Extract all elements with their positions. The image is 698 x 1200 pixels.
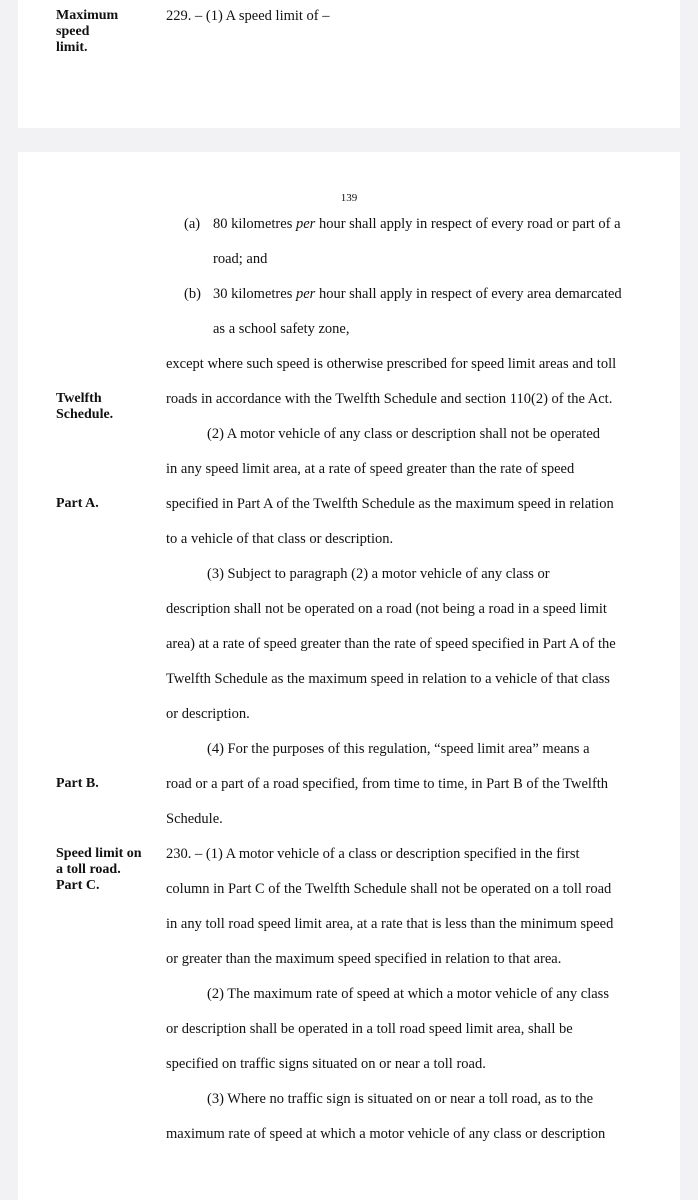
body-line: except where such speed is otherwise prescribed for speed limit areas and toll (166, 356, 617, 372)
body-line: to a vehicle of that class or description. (166, 531, 394, 547)
marginal-note-maximum-speed-limit (56, 8, 160, 56)
item-a-text-part: 80 kilometres (213, 216, 296, 232)
body-line: area) at a rate of speed greater than the rate of speed specified in Part A of the (166, 636, 616, 652)
body-line: in any toll road speed limit area, at a rate that is less than the minimum speed (166, 916, 614, 932)
body-line: road or a part of a road specified, from time to time, in Part B of the Twelfth (166, 776, 609, 792)
marginal-note-line: a toll road. (56, 862, 121, 877)
body-line: description shall not be operated on a road (not being a road in a speed limit (166, 601, 607, 617)
body-line: specified in Part A of the Twelfth Schedule as the maximum speed in relation (166, 496, 614, 512)
item-b-text-part: 30 kilometres (213, 286, 296, 302)
body-line: or description. (166, 706, 250, 722)
item-a-text (213, 215, 621, 233)
marginal-note-line: Speed limit on (56, 846, 142, 861)
item-b-italic: per (295, 286, 316, 302)
body-line: or greater than the maximum speed specified in relation to that area. (166, 951, 562, 967)
body-line: or description shall be operated in a toll road speed limit area, shall be (166, 1021, 573, 1037)
paragraph-230-2-first-line: (2) The maximum rate of speed at which a motor vehicle of any class (207, 986, 609, 1002)
item-a-text-part: hour shall apply in respect of every road or part of a (315, 216, 621, 232)
marginal-note-line: speed (56, 24, 90, 39)
item-b-text-part: hour shall apply in respect of every area demarcated (315, 286, 622, 302)
body-line: Schedule. (166, 811, 223, 827)
marginal-note-line: Maximum (56, 8, 119, 23)
paragraph-3-first-line: (3) Subject to paragraph (2) a motor vehicle of any class or (207, 566, 550, 582)
marginal-note-line: Twelfth (56, 391, 102, 406)
marginal-note-line: Schedule. (56, 407, 114, 422)
marginal-note-line: limit. (56, 40, 88, 55)
regulation-229-heading: 229. – (1) A speed limit of – (166, 8, 330, 24)
item-b-label: (b) (184, 286, 201, 302)
body-line: specified on traffic signs situated on or near a toll road. (166, 1056, 486, 1072)
marginal-note-part-a (56, 496, 160, 512)
item-b-continued: as a school safety zone, (213, 321, 350, 337)
marginal-note-speed-limit-toll-road (56, 846, 160, 894)
regulation-230-heading: 230. – (1) A motor vehicle of a class or description specified in the first (166, 846, 580, 862)
body-line: maximum rate of speed at which a motor vehicle of any class or description (166, 1126, 606, 1142)
item-a-italic: per (295, 216, 316, 232)
marginal-note-twelfth-schedule (56, 391, 160, 423)
paragraph-230-3-first-line: (3) Where no traffic sign is situated on or near a toll road, as to the (207, 1091, 594, 1107)
marginal-note-line: Part A. (56, 496, 99, 511)
body-line: Twelfth Schedule as the maximum speed in relation to a vehicle of that class (166, 671, 610, 687)
marginal-note-line: Part C. (56, 878, 100, 893)
item-a-continued: road; and (213, 251, 268, 267)
item-a-label: (a) (184, 216, 201, 232)
body-line: roads in accordance with the Twelfth Schedule and section 110(2) of the Act. (166, 391, 613, 407)
body-line: column in Part C of the Twelfth Schedule shall not be operated on a toll road (166, 881, 612, 897)
item-b-text (213, 285, 622, 303)
body-line: in any speed limit area, at a rate of speed greater than the rate of speed (166, 461, 575, 477)
marginal-note-part-b (56, 776, 160, 792)
paragraph-4-first-line: (4) For the purposes of this regulation, “speed limit area” means a (207, 741, 590, 757)
marginal-note-line: Part B. (56, 776, 99, 791)
paragraph-2-first-line: (2) A motor vehicle of any class or description shall not be operated (207, 426, 601, 442)
page-number: 139 (340, 192, 358, 204)
